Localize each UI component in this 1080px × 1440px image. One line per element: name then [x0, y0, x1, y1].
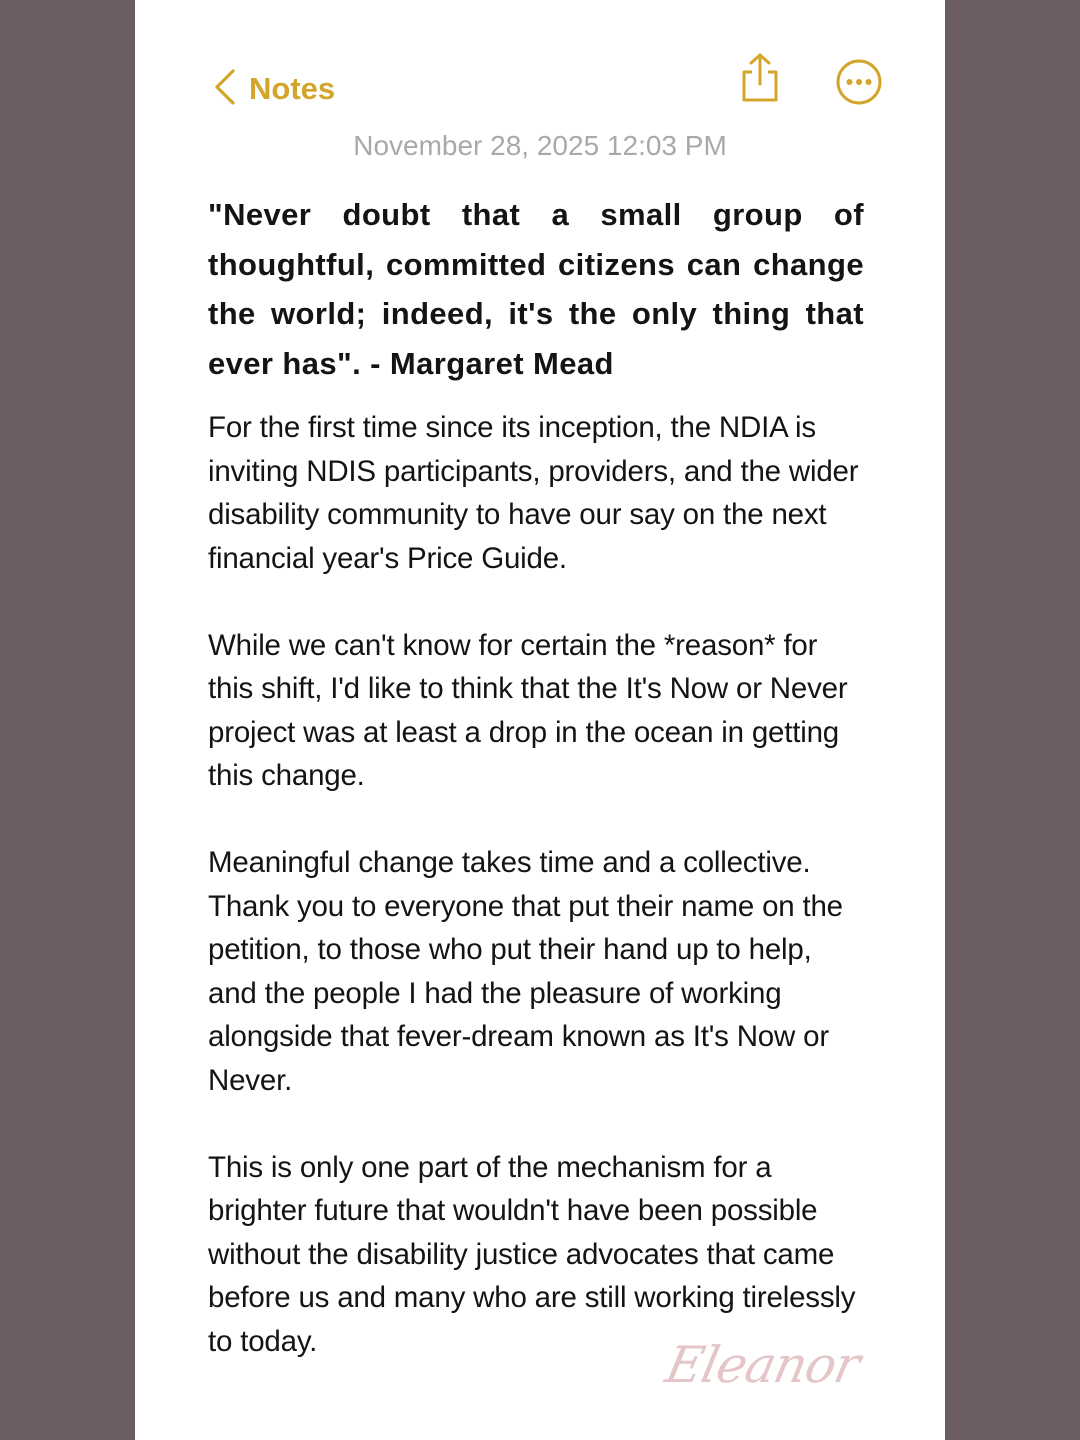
navigation-bar	[135, 0, 945, 120]
note-quote: "Never doubt that a small group of thoughtful, committed citizens can change the world; indeed, it's the only thing that ever has". - Margaret Mead	[208, 197, 864, 381]
note-paragraph: Meaningful change takes time and a collective. Thank you to everyone that put their name on the petition, to those who put their hand up to help, and the people I had the pleasure of working alongside that fever-dream known as It's Now or Never.	[208, 846, 843, 1097]
note-paragraph: This is only one part of the mechanism for a brighter future that wouldn't have been possible without the disability justice advocates that came before us and many who are still working tirelessly to today.	[208, 1150, 856, 1358]
note-paragraph: For the first time since its inception, the NDIA is inviting NDIS participants, providers, and the wider disability community to have our say on the next financial year's Price Guide.	[208, 411, 859, 575]
chevron-left-icon	[211, 67, 239, 107]
more-button[interactable]	[835, 58, 883, 106]
signature	[660, 1336, 887, 1426]
note-page	[135, 0, 945, 1440]
note-body[interactable]	[208, 190, 864, 1363]
share-icon	[737, 91, 783, 108]
back-label: Notes	[249, 71, 336, 106]
note-paragraph: While we can't know for certain the *reason* for this shift, I'd like to think that the It's Now or Never project was at least a drop in the ocean in getting this change.	[208, 628, 848, 792]
share-button[interactable]	[737, 52, 783, 104]
ellipsis-circle-icon	[835, 93, 883, 110]
note-timestamp: November 28, 2025 12:03 PM	[353, 130, 727, 161]
back-button[interactable]	[211, 62, 335, 112]
signature-text: Eleanor	[660, 1336, 865, 1394]
